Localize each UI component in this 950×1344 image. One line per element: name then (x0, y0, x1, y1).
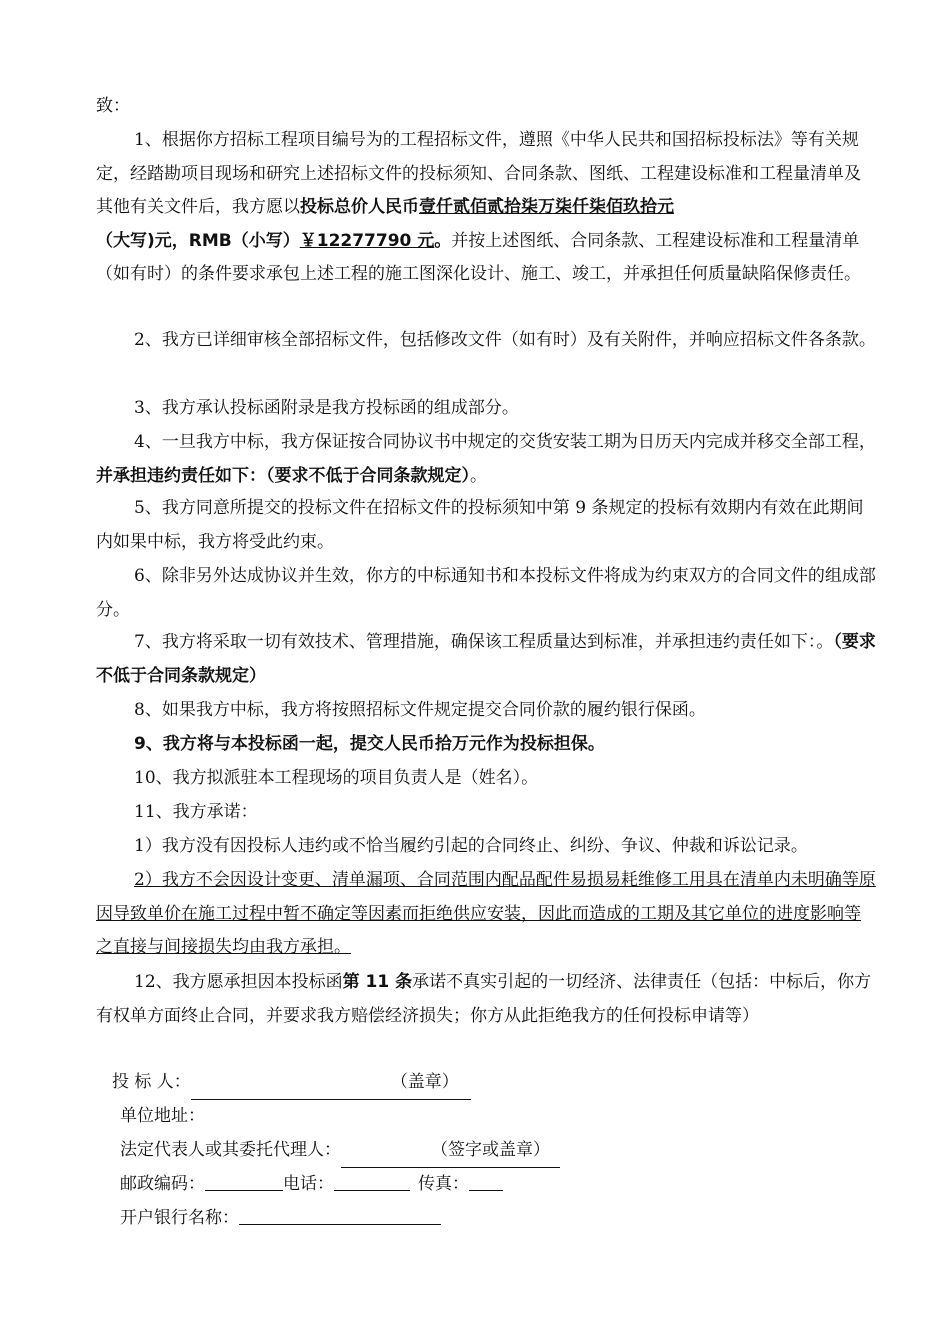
bidder-signature-field[interactable] (191, 1066, 471, 1100)
postcode-field[interactable] (205, 1172, 283, 1191)
clause-1-text-cont: 并按上述图纸、合同条款、工程建设标准和工程量清单（如有时）的条件要求承包上述工程的施工图深化设计、施工、竣工，并承担任何质量缺陷保修责任。 (96, 230, 861, 284)
fax-label: 传真： (418, 1174, 469, 1194)
clause-3: 3、我方承认投标函附录是我方投标函的组成部分。 (134, 398, 519, 418)
clause-9: 9、我方将与本投标函一起，提交人民币拾万元作为投标担保。 (134, 734, 605, 754)
bidder-line (112, 1066, 471, 1100)
phone-label: 电话： (283, 1174, 334, 1194)
contact-line (120, 1168, 503, 1201)
clause-1-text: 1、根据你方招标工程项目编号为的工程招标文件，遵照《中华人民共和国招标投标法》等有关规定，经踏勘项目现场和研究上述招标文件的投标须知、合同条款、图纸、工程建设标准和工程量清单及其他有关文件后，我方愿以 (96, 130, 861, 217)
clause-12-text: 12、我方愿承担因本投标函 (134, 972, 343, 992)
clause-5: 5、我方同意所提交的投标文件在招标文件的投标须知中第 9 条规定的投标有效期内有效在此期间内如果中标，我方将受此约束。 (96, 498, 864, 552)
bid-total-label: 投标总价人民币 (300, 197, 419, 217)
clause-4-end: 。 (470, 465, 487, 486)
bidder-stamp-note: （盖章） (390, 1072, 459, 1092)
bank-line (120, 1202, 441, 1235)
representative-line (120, 1134, 560, 1168)
clause-7-text: 7、我方将采取一切有效技术、管理措施，确保该工程质量达到标准，并承担违约责任如下：。 (134, 632, 834, 652)
bid-amount-words: 壹仟贰佰贰拾柒万柒仟柒佰玖拾元 (419, 197, 674, 217)
clause-8: 8、如果我方中标，我方将按照招标文件规定提交合同价款的履约银行保函。 (134, 700, 706, 720)
clause-11: 11、我方承诺： (134, 802, 258, 822)
salutation: 致： (96, 96, 130, 116)
representative-label: 法定代表人或其委托代理人： (120, 1140, 341, 1160)
bidder-label: 投 标 人： (112, 1072, 191, 1092)
phone-field[interactable] (334, 1172, 410, 1191)
clause-6: 6、除非另外达成协议并生效，你方的中标通知书和本投标文件将成为约束双方的合同文件的组成部分。 (96, 566, 876, 620)
clause-7-requirement: （要求不低于合同条款规定） (96, 632, 876, 686)
bid-amount-end: 。 (434, 230, 452, 251)
bid-amount-capital-note: （大写)元，RMB（小写） (96, 230, 300, 251)
clause-4-liability: 并承担违约责任如下：（要求不低于合同条款规定） (96, 465, 470, 486)
clause-12-text-cont: 承诺不真实引起的一切经济、法律责任（包括：中标后，你方有权单方面终止合同，并要求我方赔偿经济损失；你方从此拒绝我方的任何投标申请等） (96, 972, 872, 1026)
postcode-label: 邮政编码： (120, 1174, 205, 1194)
representative-signature-field[interactable] (341, 1134, 560, 1168)
clause-1 (96, 124, 876, 292)
address-label: 单位地址： (120, 1106, 205, 1126)
address-line (120, 1100, 205, 1133)
bid-amount-figures: ￥12277790 元 (299, 230, 435, 251)
clause-7 (96, 626, 876, 693)
bank-label: 开户银行名称： (120, 1208, 239, 1228)
clause-11-item-1: 1）我方没有因投标人违约或不恰当履约引起的合同终止、纠纷、争议、仲裁和诉讼记录。 (134, 836, 808, 856)
clause-4 (96, 426, 876, 493)
representative-note: （签字或盖章） (431, 1140, 550, 1160)
clause-11-item-2: 2）我方不会因设计变更、清单漏项、合同范围内配品配件易损易耗维修工用具在清单内未明确等原因导致单价在施工过程中暂不确定等因素而拒绝供应安装，因此而造成的工期及其它单位的进度影响等之直接与间接损失均由我方承担。 (96, 870, 876, 957)
clause-12-article-ref: 第 11 条 (342, 972, 413, 992)
bank-name-field[interactable] (239, 1206, 441, 1225)
fax-field[interactable] (469, 1172, 503, 1191)
clause-4-text: 4、一旦我方中标，我方保证按合同协议书中规定的交货安装工期为日历天内完成并移交全部工程， (134, 432, 876, 452)
clause-2: 2、我方已详细审核全部招标文件，包括修改文件（如有时）及有关附件，并响应招标文件各条款。 (134, 330, 876, 350)
clause-10: 10、我方拟派驻本工程现场的项目负责人是（姓名）。 (134, 768, 539, 788)
clause-12 (96, 966, 876, 1033)
